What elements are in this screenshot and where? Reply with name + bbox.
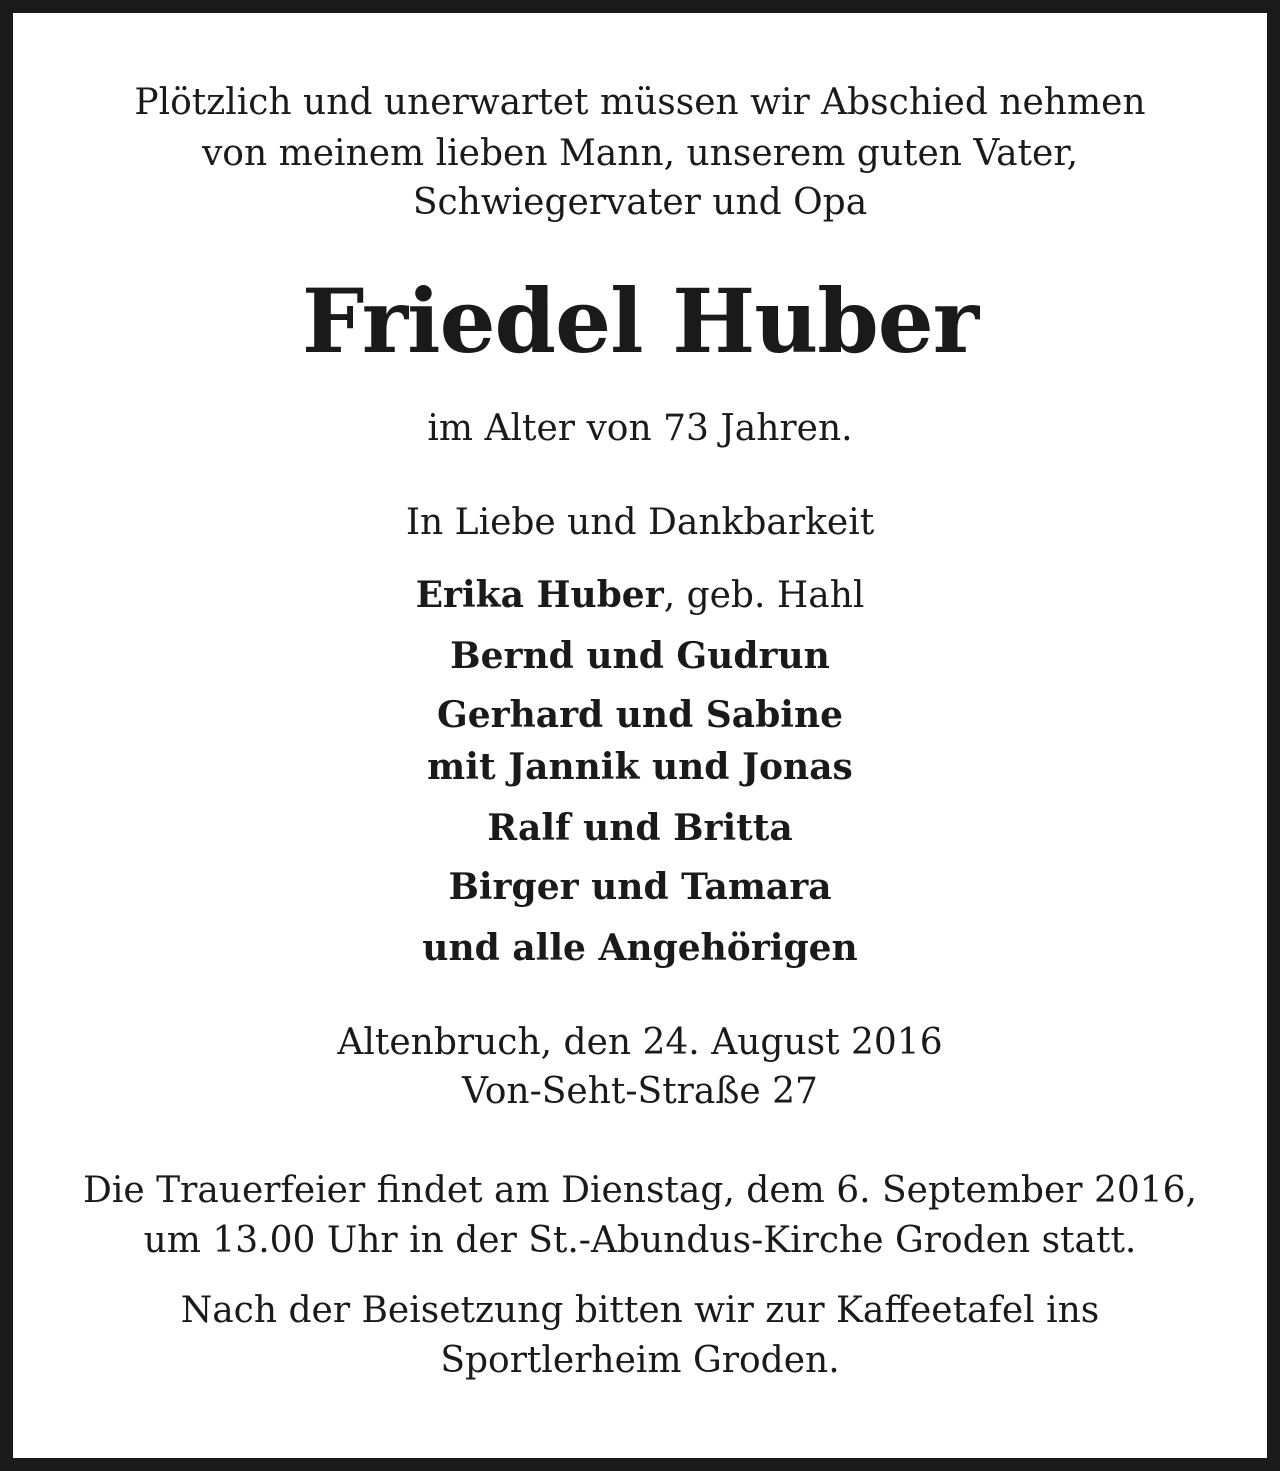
widow-suffix: , geb. Hahl [663,575,865,616]
funeral-line-1: Die Trauerfeier findet am Dienstag, dem 6. September 2016, [82,1170,1197,1211]
age-line: im Alter von 73 Jahren. [427,408,853,449]
mourner-line-2: Gerhard und Sabine [436,694,844,736]
place-date: Altenbruch, den 24. August 2016 [337,1022,943,1063]
mourner-line-5: Birger und Tamara [448,866,832,908]
mourner-line-6: und alle Angehörigen [422,927,858,969]
funeral-line-2: um 13.00 Uhr in der St.-Abundus-Kirche Groden statt. [143,1220,1137,1261]
intro-line-3: Schwiegervater und Opa [412,182,868,223]
widow-name: Erika Huber [415,574,664,616]
gratitude-line: In Liebe und Dankbarkeit [405,502,875,543]
mourner-line-3: mit Jannik und Jonas [427,746,853,788]
widow-line [13,574,1267,616]
intro-line-1: Plötzlich und unerwartet müssen wir Abschied nehmen [134,82,1146,123]
mourner-line-4: Ralf und Britta [487,807,793,849]
mourner-line-1: Bernd und Gudrun [450,635,830,677]
reception-line-2: Sportlerheim Groden. [440,1340,840,1381]
intro-line-2: von meinem lieben Mann, unserem guten Vater, [201,133,1079,174]
reception-line-1: Nach der Beisetzung bitten wir zur Kaffeetafel ins [180,1290,1100,1331]
deceased-name: Friedel Huber [301,269,979,373]
address: Von-Seht-Straße 27 [462,1071,818,1112]
